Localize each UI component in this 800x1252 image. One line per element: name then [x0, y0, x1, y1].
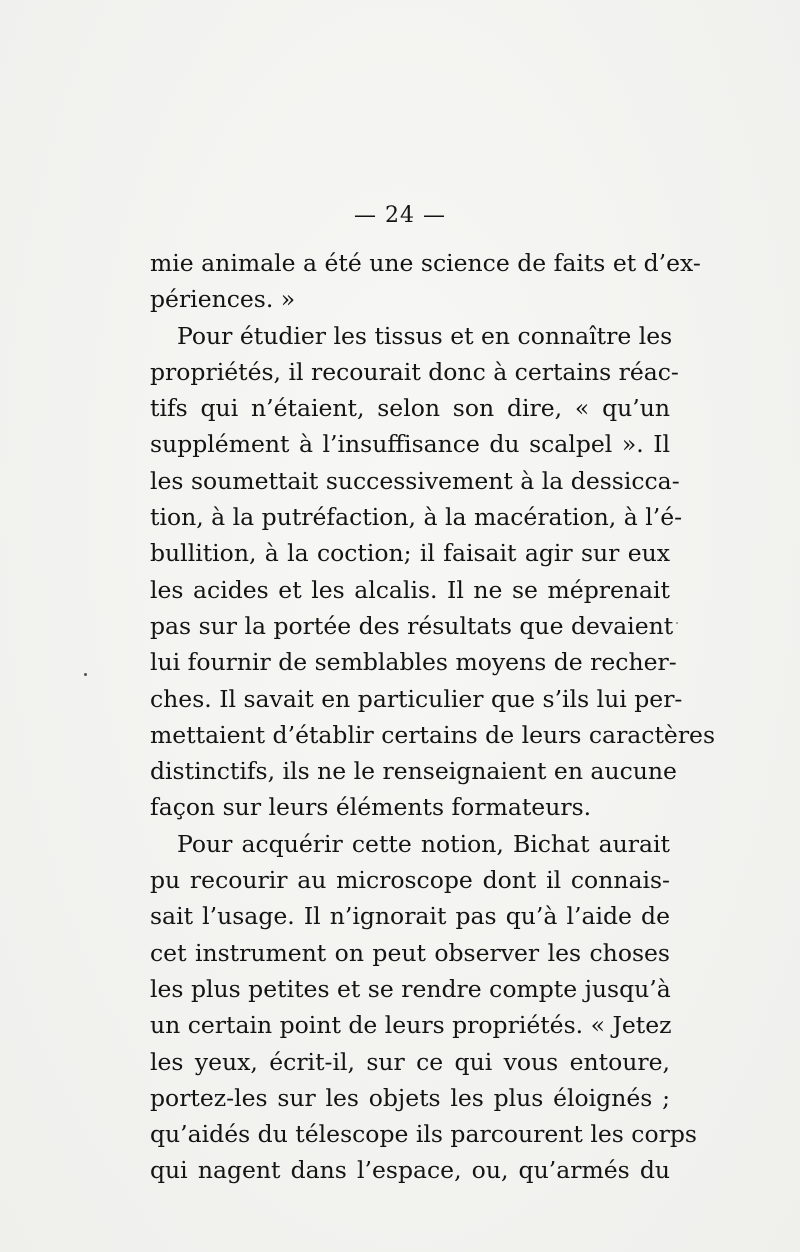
- text-line: tifs qui n’étaient, selon son dire, « qu’un: [150, 394, 670, 423]
- text-line: qu’aidés du télescope ils parcourent les corps: [150, 1120, 697, 1149]
- text-line: façon sur leurs éléments formateurs.: [150, 793, 592, 822]
- body-text: [150, 245, 716, 1189]
- ink-speck: [676, 622, 678, 624]
- text-line: les plus petites et se rendre compte jusqu’à: [150, 974, 671, 1003]
- text-line: mettaient d’établir certains de leurs caractères: [150, 720, 716, 749]
- text-line: tion, à la putréfaction, à la macération, à l’é-: [150, 503, 683, 532]
- text-line: les acides et les alcalis. Il ne se méprenait: [150, 575, 670, 604]
- text-line: les yeux, écrit-il, sur ce qui vous entoure,: [150, 1047, 670, 1076]
- text-line: pas sur la portée des résultats que devaient: [150, 611, 674, 640]
- text-line: supplément à l’insuffisance du scalpel ». Il: [150, 430, 670, 459]
- text-line: sait l’usage. Il n’ignorait pas qu’à l’aide de: [150, 902, 670, 931]
- text-line: pu recourir au microscope dont il connais-: [150, 866, 670, 895]
- text-line: un certain point de leurs propriétés. « Jetez: [150, 1011, 672, 1040]
- text-line: cet instrument on peut observer les choses: [150, 938, 670, 967]
- text-line: ches. Il savait en particulier que s’ils lui per-: [150, 684, 683, 713]
- text-line: périences. »: [150, 285, 296, 314]
- page-number: — 24 —: [354, 203, 446, 228]
- text-line: propriétés, il recourait donc à certains réac-: [150, 357, 679, 386]
- text-line: bullition, à la coction; il faisait agir sur eux: [150, 539, 670, 568]
- text-line: lui fournir de semblables moyens de recher-: [150, 648, 677, 677]
- text-line: les soumettait successivement à la dessicca-: [150, 466, 680, 495]
- text-line: qui nagent dans l’espace, ou, qu’armés du: [150, 1156, 670, 1185]
- text-line: Pour étudier les tissus et en connaître les: [177, 321, 673, 350]
- text-line: Pour acquérir cette notion, Bichat aurait: [177, 829, 670, 858]
- text-line: portez-les sur les objets les plus éloignés ;: [150, 1083, 670, 1112]
- text-line: mie animale a été une science de faits et d’ex-: [150, 249, 701, 277]
- ink-speck: [84, 673, 87, 676]
- text-line: distinctifs, ils ne le renseignaient en aucune: [150, 757, 677, 786]
